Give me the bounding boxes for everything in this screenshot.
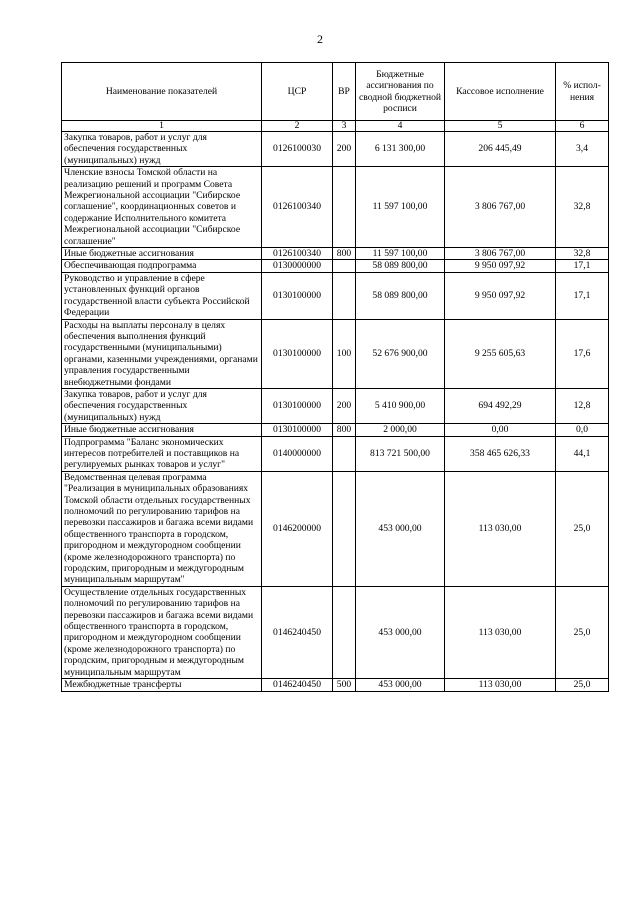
- row-name: Иные бюджетные ассигнования: [62, 424, 262, 436]
- row-cash: 358 465 626,33: [445, 436, 556, 471]
- row-assigned: 58 089 800,00: [356, 272, 445, 319]
- row-percent: 17,1: [556, 260, 609, 272]
- row-vr: [333, 436, 356, 471]
- table-row: [62, 388, 609, 423]
- row-assigned: 52 676 900,00: [356, 319, 445, 388]
- table-row: [62, 260, 609, 272]
- column-number: 6: [556, 121, 609, 132]
- row-vr: 200: [333, 388, 356, 423]
- table-row: [62, 424, 609, 436]
- table-row: [62, 471, 609, 586]
- row-assigned: 2 000,00: [356, 424, 445, 436]
- row-percent: 25,0: [556, 586, 609, 678]
- row-name: Межбюджетные трансферты: [62, 679, 262, 691]
- row-percent: 17,6: [556, 319, 609, 388]
- row-cash: 694 492,29: [445, 388, 556, 423]
- row-cash: 0,00: [445, 424, 556, 436]
- column-number: 4: [356, 121, 445, 132]
- budget-execution-table: [61, 62, 609, 692]
- row-csr: 0130000000: [262, 260, 333, 272]
- row-assigned: 813 721 500,00: [356, 436, 445, 471]
- row-percent: 3,4: [556, 132, 609, 167]
- row-name: Обеспечивающая подпрограмма: [62, 260, 262, 272]
- row-csr: 0146200000: [262, 471, 333, 586]
- column-number-row: [62, 121, 609, 132]
- row-percent: 25,0: [556, 471, 609, 586]
- row-name: Иные бюджетные ассигнования: [62, 248, 262, 260]
- row-assigned: 11 597 100,00: [356, 167, 445, 248]
- header-percent: % испол-нения: [556, 63, 609, 121]
- table-row: [62, 272, 609, 319]
- row-csr: 0146240450: [262, 679, 333, 691]
- row-vr: [333, 167, 356, 248]
- row-assigned: 6 131 300,00: [356, 132, 445, 167]
- table-row: [62, 436, 609, 471]
- row-vr: [333, 272, 356, 319]
- row-vr: 800: [333, 248, 356, 260]
- row-name: Руководство и управление в сфере установленных функций органов государственной власти субъекта Российской Федерации: [62, 272, 262, 319]
- row-percent: 12,8: [556, 388, 609, 423]
- row-percent: 17,1: [556, 272, 609, 319]
- row-name: Ведомственная целевая программа "Реализация в муниципальных образованиях Томской области отдельных государственных полномочий по регулированию тарифов на перевозки пассажиров и багажа всеми видами общественного транспорта в городском, пригородном и междугородном сообщении (кроме железнодорожного транспорта) по городским, пригородным и междугородным муниципальным маршрутам": [62, 471, 262, 586]
- row-percent: 32,8: [556, 167, 609, 248]
- page-number: 2: [317, 32, 323, 46]
- row-cash: 206 445,49: [445, 132, 556, 167]
- row-name: Закупка товаров, работ и услуг для обеспечения государственных (муниципальных) нужд: [62, 388, 262, 423]
- table-row: [62, 167, 609, 248]
- row-assigned: 453 000,00: [356, 471, 445, 586]
- row-vr: 200: [333, 132, 356, 167]
- row-csr: 0130100000: [262, 272, 333, 319]
- row-assigned: 11 597 100,00: [356, 248, 445, 260]
- table-row: [62, 586, 609, 678]
- row-cash: 113 030,00: [445, 471, 556, 586]
- header-cash: Кассовое исполнение: [445, 63, 556, 121]
- row-csr: 0130100000: [262, 319, 333, 388]
- row-name: Осуществление отдельных государственных полномочий по регулированию тарифов на перевозки пассажиров и багажа всеми видами общественного транспорта в городском, пригородном и междугородном сообщении (кроме железнодорожного транспорта) по городским, пригородным и междугородным муниципальным маршрутам: [62, 586, 262, 678]
- row-csr: 0126100030: [262, 132, 333, 167]
- row-csr: 0146240450: [262, 586, 333, 678]
- row-assigned: 453 000,00: [356, 586, 445, 678]
- row-percent: 32,8: [556, 248, 609, 260]
- row-assigned: 58 089 800,00: [356, 260, 445, 272]
- table-row: [62, 679, 609, 691]
- row-name: Подпрограмма "Баланс экономических интересов потребителей и поставщиков на регулируемых рынках товаров и услуг": [62, 436, 262, 471]
- row-assigned: 5 410 900,00: [356, 388, 445, 423]
- row-csr: 0130100000: [262, 388, 333, 423]
- row-cash: 113 030,00: [445, 586, 556, 678]
- row-cash: 3 806 767,00: [445, 167, 556, 248]
- row-cash: 9 255 605,63: [445, 319, 556, 388]
- row-assigned: 453 000,00: [356, 679, 445, 691]
- row-percent: 0,0: [556, 424, 609, 436]
- table-row: [62, 248, 609, 260]
- row-cash: 9 950 097,92: [445, 260, 556, 272]
- column-number: 2: [262, 121, 333, 132]
- row-vr: 800: [333, 424, 356, 436]
- row-vr: 100: [333, 319, 356, 388]
- row-percent: 25,0: [556, 679, 609, 691]
- row-vr: 500: [333, 679, 356, 691]
- row-cash: 9 950 097,92: [445, 272, 556, 319]
- row-name: Расходы на выплаты персоналу в целях обеспечения выполнения функций государственными (муниципальными) органами, казенными учреждениями, органами управления государственными внебюджетными фондами: [62, 319, 262, 388]
- column-number: 1: [62, 121, 262, 132]
- row-cash: 3 806 767,00: [445, 248, 556, 260]
- row-name: Членские взносы Томской области на реализацию решений и программ Совета Межрегиональной ассоциации "Сибирское соглашение", координационных советов и содержание Исполнительного комитета Межрегиональной ассоциации "Сибирское соглашение": [62, 167, 262, 248]
- row-vr: [333, 471, 356, 586]
- row-csr: 0140000000: [262, 436, 333, 471]
- column-number: 5: [445, 121, 556, 132]
- row-csr: 0126100340: [262, 248, 333, 260]
- row-name: Закупка товаров, работ и услуг для обеспечения государственных (муниципальных) нужд: [62, 132, 262, 167]
- row-percent: 44,1: [556, 436, 609, 471]
- row-vr: [333, 586, 356, 678]
- table-row: [62, 132, 609, 167]
- row-cash: 113 030,00: [445, 679, 556, 691]
- header-name: Наименование показателей: [62, 63, 262, 121]
- column-number: 3: [333, 121, 356, 132]
- header-row: [62, 63, 609, 121]
- header-assignments: Бюджетные ассигнования по сводной бюджетной росписи: [356, 63, 445, 121]
- header-vr: ВР: [333, 63, 356, 121]
- table-row: [62, 319, 609, 388]
- header-csr: ЦСР: [262, 63, 333, 121]
- row-csr: 0130100000: [262, 424, 333, 436]
- row-csr: 0126100340: [262, 167, 333, 248]
- row-vr: [333, 260, 356, 272]
